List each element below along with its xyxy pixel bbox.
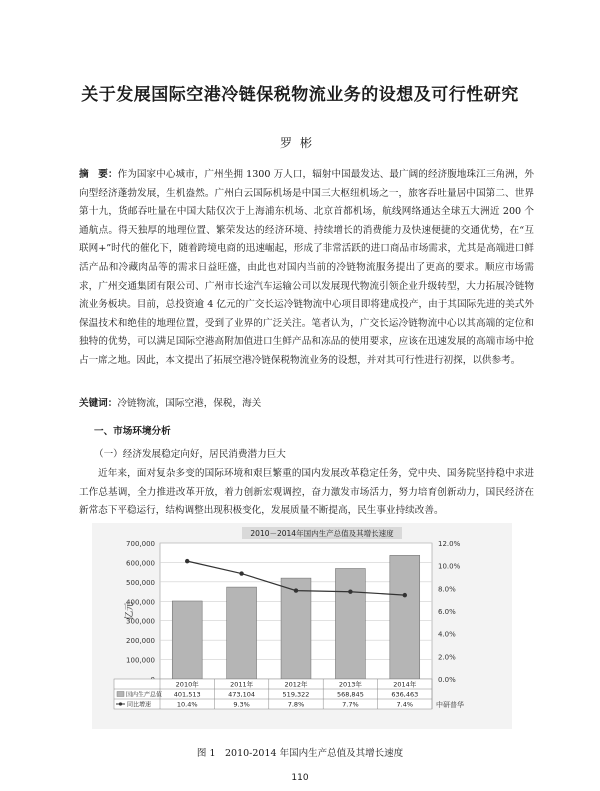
- legend-line-marker: [119, 702, 122, 705]
- growth-point: [403, 593, 407, 597]
- page-number: 110: [291, 773, 309, 783]
- legend-bar-swatch: [117, 692, 124, 697]
- author-name: 罗彬: [279, 136, 320, 150]
- keywords: [79, 395, 534, 414]
- y-tick-label: 400,000: [126, 598, 155, 607]
- y-tick-label: 300,000: [126, 617, 155, 626]
- y-tick-label: 600,000: [126, 559, 155, 568]
- paper-title: 关于发展国际空港冷链保税物流业务的设想及可行性研究: [81, 85, 519, 105]
- keywords-text: 冷链物流，国际空港，保税，海关: [117, 398, 262, 409]
- y-tick-label: 100,000: [126, 656, 155, 665]
- y2-tick-label: 10.0%: [438, 562, 461, 571]
- bar-value-label: 519,322: [282, 690, 310, 699]
- line-value-label: 10.4%: [176, 700, 198, 709]
- bar-value-label: 473,104: [228, 690, 256, 699]
- growth-point: [294, 588, 298, 592]
- chart-source: 中研普华: [436, 701, 464, 709]
- x-tick-label: 2014年: [393, 680, 417, 689]
- line-value-label: 7.8%: [287, 700, 305, 709]
- x-tick-label: 2010年: [175, 680, 199, 689]
- bar: [281, 578, 311, 679]
- abstract: [79, 166, 534, 371]
- abstract-text: 作为国家中心城市，广州坐拥 1300 万人口，辐射中国最发达、最广阔的经济腹地珠江三角洲，外向型经济蓬勃发展，生机盎然。广州白云国际机场是中国三大枢纽机场之一，旅客吞吐量居中国第二、世界第十九，货邮吞吐量在中国大陆仅次于上海浦东机场、北京首都机场，航线网络通达全球五大洲近 200 个通航点。得天独厚的地理位置、繁荣发达的经济环境、持续增长的消费能力及快速便捷的交通优势，在“互联网+”时代的催化下，随着跨境电商的迅速崛起，形成了非常活跃的进口商品市场需求，尤其是高端进口鲜活产品和冷藏肉品等的需求日益旺盛，由此也对国内当前的冷链物流服务提出了更高的要求。顺应市场需求，广州交通集团有限公司、广州市长途汽车运输公司以发展现代物流引领企业升级转型，大力拓展冷链物流业务板块。目前，总投资逾 4 亿元的广交长运冷链物流中心项目即将建成投产，由于其国际先进的美式外保温技术和绝佳的地理位置，受到了业界的广泛关注。笔者认为，广交长运冷链物流中心以其高端的定位和独特的优势，可以满足国际空港高附加值进口生鲜产品和冻品的使用要求，应该在迅速发展的高端市场中抢占一席之地。因此，本文提出了拓展空港冷链保税物流业务的设想，并对其可行性进行初探，以供参考。: [79, 169, 535, 366]
- bar-value-label: 401,513: [173, 690, 201, 699]
- gdp-chart: [92, 523, 512, 729]
- y2-tick-label: 2.0%: [438, 653, 456, 662]
- bar: [227, 587, 257, 679]
- gdp-chart-svg: [92, 523, 512, 729]
- legend-line-label: 同比增速: [127, 701, 152, 709]
- y2-tick-label: 12.0%: [438, 540, 461, 548]
- y-tick-label: 200,000: [126, 637, 155, 646]
- section-heading: 一、市场环境分析: [94, 426, 171, 437]
- y-tick-label: 500,000: [126, 578, 155, 587]
- y2-tick-label: 8.0%: [438, 585, 456, 594]
- y2-tick-label: 4.0%: [438, 630, 456, 639]
- line-value-label: 7.4%: [396, 700, 414, 709]
- bar: [172, 601, 202, 679]
- growth-point: [239, 571, 243, 575]
- growth-point: [348, 590, 352, 594]
- y-axis-label: 亿元: [125, 601, 135, 621]
- abstract-label: 摘 要：: [79, 169, 118, 180]
- x-tick-label: 2013年: [338, 680, 362, 689]
- bar-value-label: 568,845: [336, 690, 364, 699]
- growth-point: [185, 559, 189, 563]
- x-tick-label: 2011年: [230, 680, 254, 689]
- legend-bar-label: 国内生产总值: [126, 691, 163, 699]
- y2-tick-label: 6.0%: [438, 608, 456, 616]
- bar: [390, 555, 420, 679]
- y2-tick-label: 0.0%: [438, 676, 456, 684]
- chart-title: 2010－2014年国内生产总值及其增长速度: [250, 529, 394, 538]
- line-value-label: 9.3%: [233, 700, 250, 709]
- body-paragraph: 近年来，面对复杂多变的国际环境和艰巨繁重的国内发展改革稳定任务，党中央、国务院坚持稳中求进工作总基调，全力推进改革开放，着力创新宏观调控，奋力激发市场活力，努力培育创新动力，国民经济在新常态下平稳运行，结构调整出现积极变化，发展质量不断提高，民生事业持续改善。: [79, 468, 534, 517]
- x-tick-label: 2012年: [284, 680, 308, 689]
- y-tick-label: 700,000: [126, 540, 155, 548]
- line-value-label: 7.7%: [342, 700, 359, 709]
- figure-caption: 图 1 2010-2014 年国内生产总值及其增长速度: [196, 748, 404, 759]
- bar-value-label: 636,463: [391, 690, 419, 699]
- bar: [335, 568, 365, 679]
- keywords-label: 关键词：: [79, 398, 118, 409]
- subsection-heading: （一）经济发展稳定向好，居民消费潜力巨大: [94, 449, 286, 460]
